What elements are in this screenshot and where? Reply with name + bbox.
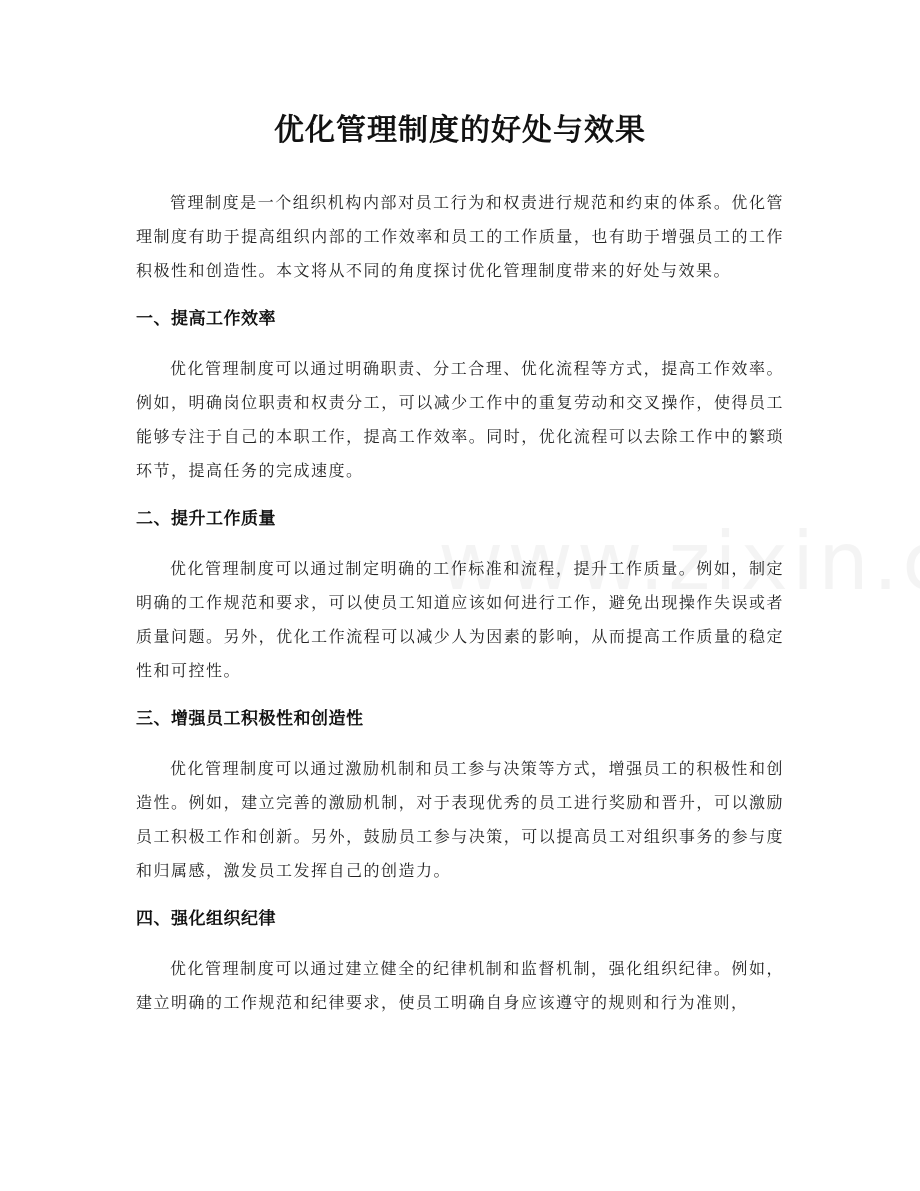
section-paragraph: 优化管理制度可以通过建立健全的纪律机制和监督机制，强化组织纪律。例如，建立明确的工作规范和纪律要求，使员工明确自身应该遵守的规则和行为准则， [136,959,784,1012]
section-heading: 二、提升工作质量 [136,509,276,529]
document-title: 优化管理制度的好处与效果 [274,113,646,148]
intro-section [136,186,784,288]
section-paragraph: 优化管理制度可以通过激励机制和员工参与决策等方式，增强员工的积极性和创造性。例如，建立完善的激励机制，对于表现优秀的员工进行奖励和晋升，可以激励员工积极工作和创新。另外，鼓励员工参与决策，可以提高员工对组织事务的参与度和归属感，激发员工发挥自己的创造力。 [136,759,784,880]
section-2 [136,502,784,688]
section-paragraph: 优化管理制度可以通过制定明确的工作标准和流程，提升工作质量。例如，制定明确的工作规范和要求，可以使员工知道应该如何进行工作，避免出现操作失误或者质量问题。另外，优化工作流程可以减少人为因素的影响，从而提高工作质量的稳定性和可控性。 [136,559,784,680]
section-paragraph: 优化管理制度可以通过明确职责、分工合理、优化流程等方式，提高工作效率。例如，明确岗位职责和权责分工，可以减少工作中的重复劳动和交叉操作，使得员工能够专注于自己的本职工作，提高工作效率。同时，优化流程可以去除工作中的繁琐环节，提高任务的完成速度。 [136,359,784,480]
intro-paragraph: 管理制度是一个组织机构内部对员工行为和权责进行规范和约束的体系。优化管理制度有助于提高组织内部的工作效率和员工的工作质量，也有助于增强员工的工作积极性和创造性。本文将从不同的角度探讨优化管理制度带来的好处与效果。 [136,193,784,280]
section-heading: 一、提高工作效率 [136,309,276,329]
section-heading: 三、增强员工积极性和创造性 [136,709,364,729]
section-3 [136,702,784,888]
section-1 [136,302,784,488]
section-4 [136,902,784,1020]
section-heading: 四、强化组织纪律 [136,909,276,929]
